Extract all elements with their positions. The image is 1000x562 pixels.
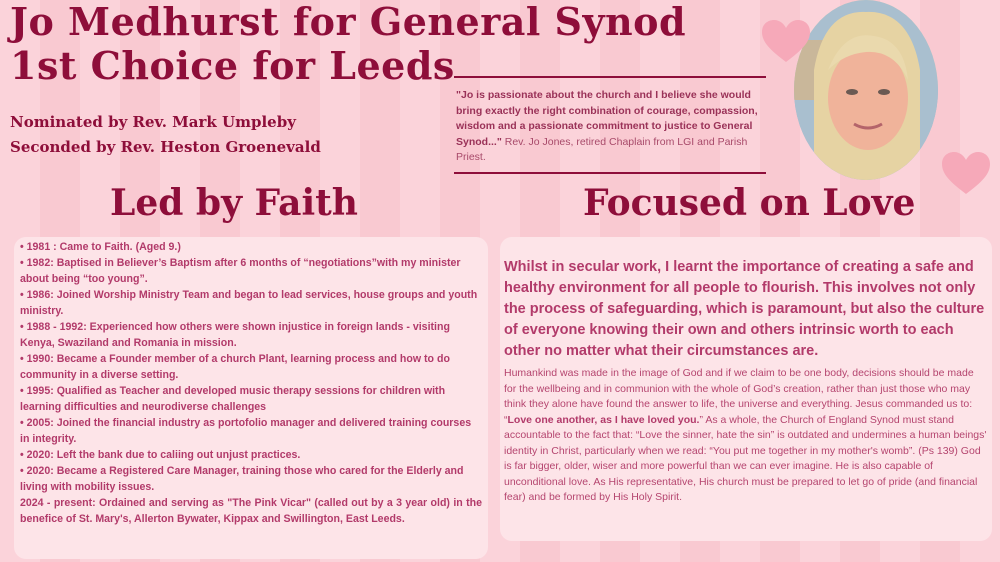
candidate-photo [794,0,938,180]
nominators [10,110,321,160]
timeline-item: • 1981 : Came to Faith. (Aged 9.) [20,241,181,253]
faith-timeline-panel [14,237,488,559]
timeline-item: • 1986: Joined Worship Ministry Team and began to lead services, house groups and youth ministry. [20,289,478,317]
timeline-item: • 2020: Left the bank due to caliing out unjust practices. [20,449,301,461]
timeline-item: • 1995: Qualified as Teacher and developed music therapy sessions for children with learning difficulties and neurodiverse challenges [20,385,446,413]
timeline-item: 2024 - present: Ordained and serving as "The Pink Vicar" (called out by a 3 year old) in the benefice of St. Mary's, Allerton Bywater, Kippax and Swillington, East Leeds. [20,497,482,525]
commandment-quote: Love one another, as I have loved you. [507,413,700,426]
heart-icon [760,18,812,64]
timeline-item: • 2020: Became a Registered Care Manager, training those who cared for the Elderly and living with mobility issues. [20,465,464,493]
timeline-item: • 1988 - 1992: Experienced how others were shown injustice in foreign lands - visiting Kenya, Swaziland and Romania in mission. [20,321,450,349]
quote-text: "Jo is passionate about the church and I believe she would bring exactly the right combination of courage, compassion, wisdom and a passionate commitment to justice to General Synod..." [456,89,758,148]
timeline-item: • 1982: Baptised in Believer’s Baptism after 6 months of “negotiations”with my minister about being “too young”. [20,257,461,285]
lead-paragraph: Whilst in secular work, I learnt the importance of creating a safe and healthy environment for all people to flourish. This involves not only the process of safeguarding, which is paramount, but also the culture of everyone knowing their own and others intrinsic worth to each other no matter what their circumstances are. [504,259,985,359]
seconded-by: Seconded by Rev. Heston Groenevald [10,138,321,156]
love-statement-panel [500,237,992,541]
nominated-by: Nominated by Rev. Mark Umpleby [10,113,296,131]
quote-attribution: Rev. Jo Jones, retired Chaplain from LGI and Parish Priest. [456,135,748,163]
led-by-faith-heading: Led by Faith [110,182,358,224]
body-paragraph: Humankind was made in the image of God and if we claim to be one body, decisions should be made for the wellbeing and in communion with the whole of God’s creation, rather than just those who may think they alone have found the answer to life, the universe and everything. Jesus commanded us to: “Love one another, as I have loved you.” As a whole, the Church of England Synod must stand accountable to the fact that: “Love the sinner, hate the sin” is outdated and undermines a human beings' identity in Christ, particularly when we read: “You put me together in my mother's womb”. (Ps 139) God is far bigger, older, wiser and more powerful than we can ever imagine. He is also capable of unconditional love. As His representative, His church must be prepared to let go of pride (and financial fear) and be formed by His Holy Spirit. [504,367,987,503]
focused-on-love-heading: Focused on Love [583,182,916,224]
timeline-item: • 1990: Became a Founder member of a church Plant, learning process and how to do community in a diverse setting. [20,353,450,381]
page-title [10,0,686,88]
timeline-item: • 2005: Joined the financial industry as portofolio manager and delivered training courses in integrity. [20,417,472,445]
title-line-2: 1st Choice for Leeds [10,43,455,88]
portrait-illustration [794,0,938,180]
endorsement-quote [454,76,766,174]
title-line-1: Jo Medhurst for General Synod [10,0,687,44]
heart-icon [940,150,992,196]
